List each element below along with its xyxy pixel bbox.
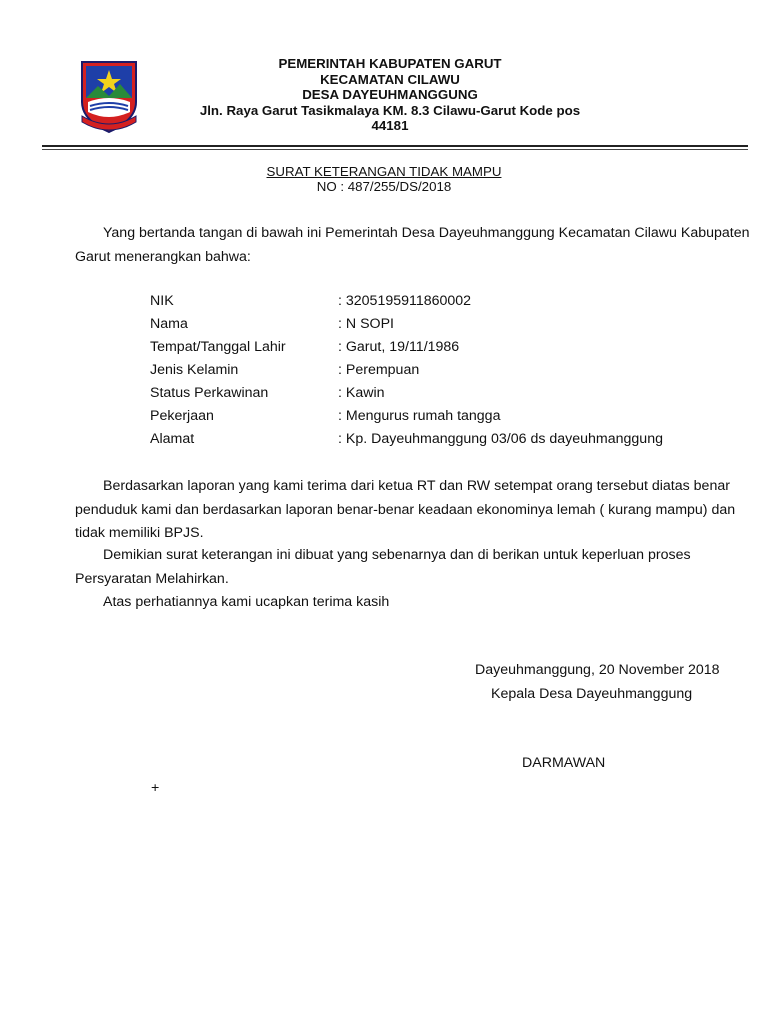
field-label: Tempat/Tanggal Lahir	[150, 339, 286, 355]
field-row	[150, 313, 663, 336]
garut-regency-emblem	[78, 58, 140, 134]
header-village: DESA DAYEUHMANGGUNG	[302, 87, 478, 102]
letter-number: NO : 487/255/DS/2018	[316, 179, 452, 194]
field-value: : Kawin	[338, 385, 385, 401]
field-row	[150, 336, 663, 359]
field-value: : N SOPI	[338, 316, 394, 332]
field-label: Status Perkawinan	[150, 385, 269, 401]
field-row	[150, 382, 663, 405]
closing-paragraph: Demikian surat keterangan ini dibuat yang sebenarnya dan di berikan untuk keperluan proses Persyaratan Melahirkan.	[75, 547, 691, 587]
header-government: PEMERINTAH KABUPATEN GARUT	[278, 56, 502, 71]
stray-plus-mark: +	[151, 780, 160, 796]
field-value: : Mengurus rumah tangga	[338, 408, 501, 424]
letterhead-divider	[42, 145, 748, 147]
thanks-paragraph: Atas perhatiannya kami ucapkan terima kasih	[103, 594, 390, 610]
signatory-name: DARMAWAN	[522, 755, 606, 771]
header-address: Jln. Raya Garut Tasikmalaya KM. 8.3 Cilawu-Garut Kode pos	[199, 102, 581, 118]
letterhead	[140, 56, 640, 134]
field-value: : Perempuan	[338, 362, 420, 378]
letter-title: SURAT KETERANGAN TIDAK MAMPU	[266, 164, 502, 179]
intro-paragraph: Yang bertanda tangan di bawah ini Pemerintah Desa Dayeuhmanggung Kecamatan Cilawu Kabupaten Garut menerangkan bahwa:	[75, 225, 750, 265]
signatory-position: Kepala Desa Dayeuhmanggung	[491, 686, 693, 702]
field-label: NIK	[150, 293, 174, 309]
field-value: : Kp. Dayeuhmanggung 03/06 ds dayeuhmanggung	[338, 431, 663, 447]
header-district: KECAMATAN CILAWU	[320, 71, 460, 87]
person-details	[150, 290, 663, 451]
letter-title-block	[0, 164, 768, 194]
field-row	[150, 428, 663, 451]
field-label: Pekerjaan	[150, 408, 214, 424]
header-postcode: 44181	[371, 118, 409, 133]
field-label: Alamat	[150, 431, 195, 447]
field-row	[150, 359, 663, 382]
field-row	[150, 290, 663, 313]
field-value: : 3205195911860002	[338, 293, 472, 309]
place-date: Dayeuhmanggung, 20 November 2018	[475, 662, 720, 678]
field-label: Jenis Kelamin	[150, 362, 239, 378]
letterhead-divider-thin	[42, 149, 748, 150]
field-label: Nama	[150, 316, 188, 332]
basis-paragraph: Berdasarkan laporan yang kami terima dari ketua RT dan RW setempat orang tersebut diatas benar penduduk kami dan berdasarkan laporan benar-benar keadaan ekonominya lemah ( kurang mampu) dan tidak memiliki BPJS.	[75, 478, 736, 541]
field-value: : Garut, 19/11/1986	[338, 339, 460, 355]
field-row	[150, 405, 663, 428]
